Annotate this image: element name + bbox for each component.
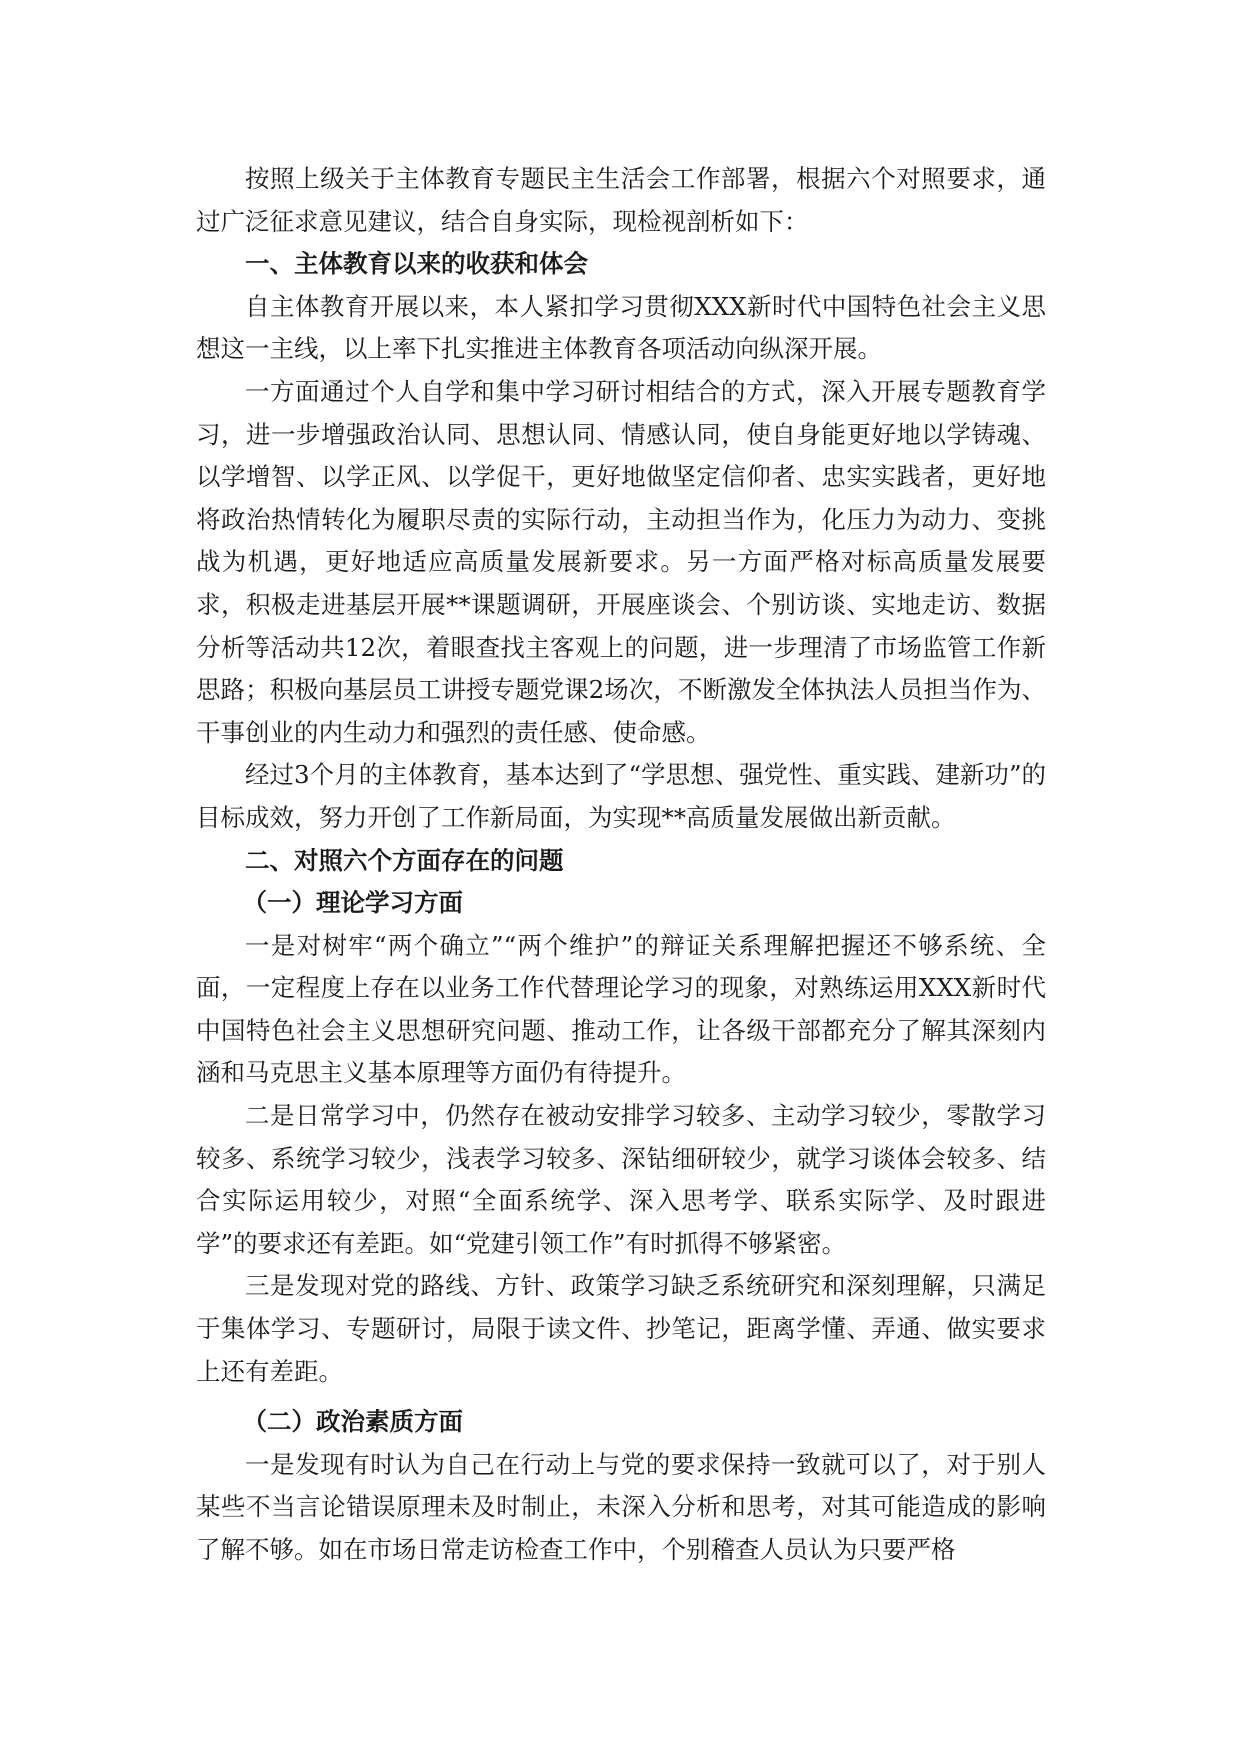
section-heading-1: 一、主体教育以来的收获和体会 xyxy=(245,249,588,279)
body-paragraph: 一方面通过个人自学和集中学习研讨相结合的方式，深入开展专题教育学习，进一步增强政治认同、思想认同、情感认同，使自身能更好地以学铸魂、以学增智、以学正风、以学促干，更好地做坚定信仰者、忠实实践者，更好地将政治热情转化为履职尽责的实际行动，主动担当作为，化压力为动力、变挑战为机遇，更好地适应高质量发展新要求。另一方面严格对标高质量发展要求，积极走进基层开展**课题调研，开展座谈会、个别访谈、实地走访、数据分析等活动共12次，着眼查找主客观上的问题，进一步理清了市场监管工作新思路；积极向基层员工讲授专题党课2场次，不断激发全体执法人员担当作为、干事创业的内生动力和强烈的责任感、使命感。 xyxy=(196,376,1046,747)
body-paragraph: 一是对树牢“两个确立”“两个维护”的辩证关系理解把握还不够系统、全面，一定程度上存在以业务工作代替理论学习的现象，对熟练运用XXX新时代中国特色社会主义思想研究问题、推动工作，让各级干部都充分了解其深刻内涵和马克思主义基本原理等方面仍有待提升。 xyxy=(196,930,1046,1088)
body-paragraph: 经过3个月的主体教育，基本达到了“学思想、强党性、重实践、建新功”的目标成效，努力开创了工作新局面，为实现**高质量发展做出新贡献。 xyxy=(196,760,1046,832)
intro-paragraph: 按照上级关于主体教育专题民主生活会工作部署，根据六个对照要求，通过广泛征求意见建议，结合自身实际，现检视剖析如下： xyxy=(196,164,1046,236)
body-paragraph: 自主体教育开展以来，本人紧扣学习贯彻XXX新时代中国特色社会主义思想这一主线，以上率下扎实推进主体教育各项活动向纵深开展。 xyxy=(196,291,1046,364)
subsection-heading-politics: （二）政治素质方面 xyxy=(242,1407,464,1437)
body-paragraph: 二是日常学习中，仍然存在被动安排学习较多、主动学习较少，零散学习较多、系统学习较少，浅表学习较多、深钻细研较少，就学习谈体会较多、结合实际运用较少，对照“全面系统学、深入思考学、联系实际学、及时跟进学”的要求还有差距。如“党建引领工作”有时抓得不够紧密。 xyxy=(196,1101,1046,1258)
section-heading-2: 二、对照六个方面存在的问题 xyxy=(245,845,564,875)
subsection-heading-theory: （一）理论学习方面 xyxy=(242,888,464,918)
body-paragraph: 三是发现对党的路线、方针、政策学习缺乏系统研究和深刻理解，只满足于集体学习、专题研讨，局限于读文件、抄笔记，距离学懂、弄通、做实要求上还有差距。 xyxy=(196,1271,1046,1386)
body-paragraph: 一是发现有时认为自己在行动上与党的要求保持一致就可以了，对于别人某些不当言论错误原理未及时制止，未深入分析和思考，对其可能造成的影响了解不够。如在市场日常走访检查工作中，个别稽查人员认为只要严格 xyxy=(196,1449,1046,1564)
document-body xyxy=(196,158,1046,1572)
